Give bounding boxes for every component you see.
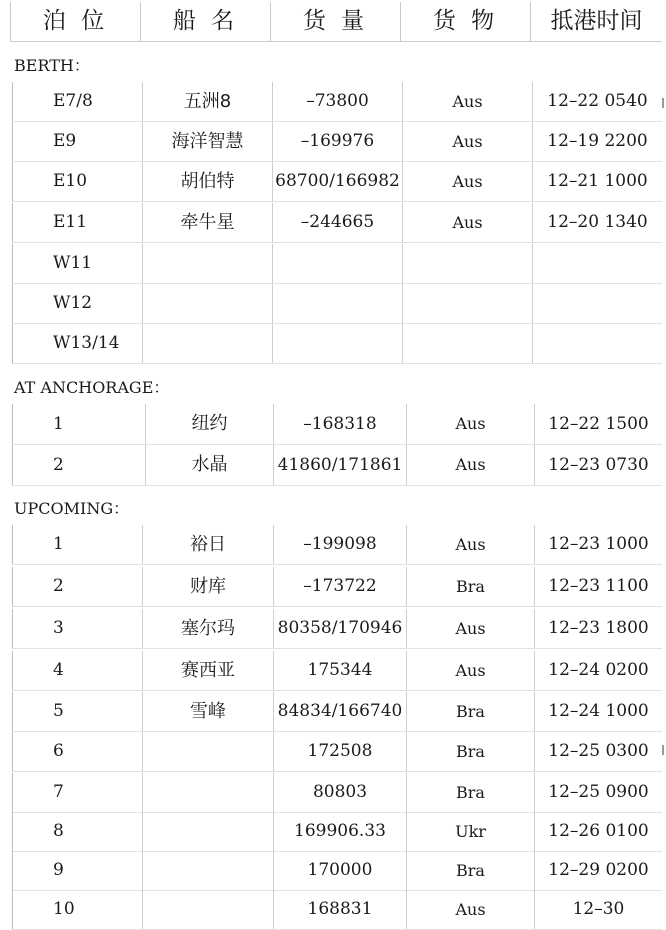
cargo-cell: Aus: [402, 122, 532, 162]
eta-cell: [532, 244, 662, 284]
berth-header: 泊 位: [10, 2, 140, 42]
berth-cell: 5: [12, 692, 142, 732]
quantity-cell: 41860/171861: [273, 445, 406, 486]
berth-cell: 1: [12, 404, 145, 445]
cargo-cell: Aus: [406, 609, 534, 649]
berth-cell: W13/14: [12, 324, 142, 364]
quantity-cell: 172508: [273, 732, 406, 772]
berth-cell: 7: [12, 773, 142, 813]
eta-cell: 12–23 1100: [534, 567, 662, 607]
edge-tick-mark: [662, 745, 664, 755]
berth-cell: 1: [12, 525, 142, 565]
eta-cell: 12–23 1000: [534, 525, 662, 565]
quantity-cell: 170000: [273, 851, 406, 891]
eta-cell: 12–26 0100: [534, 812, 662, 852]
eta-cell: [532, 324, 662, 364]
ship-name-cell: 雪峰: [142, 692, 273, 732]
ship-name-cell: [142, 812, 273, 852]
berth-cell: E7/8: [12, 82, 142, 122]
cargo-cell: Bra: [406, 567, 534, 607]
berth-cell: E9: [12, 122, 142, 162]
berth-cell: 6: [12, 732, 142, 772]
quantity-cell: 169906.33: [273, 812, 406, 852]
eta-cell: 12–23 1800: [534, 609, 662, 649]
ship-name-cell: [142, 773, 273, 813]
berth-cell: 8: [12, 812, 142, 852]
quantity-cell: [272, 324, 402, 364]
eta-cell: 12–25 0900: [534, 773, 662, 813]
eta-cell: 12–24 0200: [534, 651, 662, 691]
quantity-cell: 84834/166740: [273, 692, 406, 732]
ship-name-cell: 五洲8: [142, 82, 272, 122]
quantity-cell: –244665: [272, 203, 402, 243]
cargo-cell: Ukr: [406, 812, 534, 852]
quantity-cell: –169976: [272, 122, 402, 162]
cargo-cell: Aus: [406, 651, 534, 691]
cargo-cell: [402, 284, 532, 324]
eta-cell: 12–19 2200: [532, 122, 662, 162]
ship-name-cell: [142, 890, 273, 930]
cargo-cell: Aus: [402, 162, 532, 202]
cargo-cell: Aus: [402, 203, 532, 243]
berth-cell: W11: [12, 244, 142, 284]
eta-cell: 12–20 1340: [532, 203, 662, 243]
cargo-cell: [402, 324, 532, 364]
upcoming-section-title: UPCOMING：: [14, 499, 130, 518]
eta-cell: [532, 284, 662, 324]
eta-cell: 12–23 0730: [534, 445, 662, 486]
cargo-header: 货 物: [400, 2, 530, 42]
quantity-cell: [272, 284, 402, 324]
berth-cell: 10: [12, 890, 142, 930]
ship-name-cell: 纽约: [145, 404, 273, 445]
eta-cell: 12–25 0300: [534, 732, 662, 772]
berth-cell: E11: [12, 203, 142, 243]
berth-cell: W12: [12, 284, 142, 324]
edge-tick-mark: [662, 98, 664, 108]
ship-name-cell: [142, 324, 272, 364]
cargo-cell: [402, 244, 532, 284]
berth-cell: 2: [12, 567, 142, 607]
ship-name-cell: 胡伯特: [142, 162, 272, 202]
berth-cell: 9: [12, 851, 142, 891]
ship-name-cell: [142, 284, 272, 324]
eta-cell: 12–24 1000: [534, 692, 662, 732]
eta-header: 抵港时间: [530, 2, 662, 42]
cargo-cell: Aus: [402, 82, 532, 122]
cargo-cell: Aus: [406, 404, 534, 445]
quantity-cell: –199098: [273, 525, 406, 565]
ship-name-cell: [142, 244, 272, 284]
berth-section-title: BERTH：: [14, 56, 90, 75]
quantity-cell: –168318: [273, 404, 406, 445]
cargo-cell: Bra: [406, 773, 534, 813]
eta-cell: 12–29 0200: [534, 851, 662, 891]
ship-name-cell: [142, 851, 273, 891]
ship-name-header: 船 名: [140, 2, 270, 42]
ship-name-cell: 塞尔玛: [142, 609, 273, 649]
quantity-cell: –173722: [273, 567, 406, 607]
ship-name-cell: 海洋智慧: [142, 122, 272, 162]
quantity-cell: 80803: [273, 773, 406, 813]
anchorage-section-title: AT ANCHORAGE：: [14, 378, 170, 397]
eta-cell: 12–30: [534, 890, 662, 930]
ship-name-cell: 赛西亚: [142, 651, 273, 691]
cargo-cell: Aus: [406, 445, 534, 486]
quantity-cell: 68700/166982: [272, 162, 402, 202]
cargo-cell: Bra: [406, 692, 534, 732]
eta-cell: 12–22 0540: [532, 82, 662, 122]
ship-name-cell: 裕日: [142, 525, 273, 565]
berth-cell: 2: [12, 445, 145, 486]
ship-name-cell: 水晶: [145, 445, 273, 486]
quantity-cell: 168831: [273, 890, 406, 930]
cargo-cell: Aus: [406, 890, 534, 930]
eta-cell: 12–21 1000: [532, 162, 662, 202]
quantity-cell: [272, 244, 402, 284]
ship-name-cell: [142, 732, 273, 772]
eta-cell: 12–22 1500: [534, 404, 662, 445]
berth-cell: E10: [12, 162, 142, 202]
cargo-cell: Aus: [406, 525, 534, 565]
ship-name-cell: 牵牛星: [142, 203, 272, 243]
quantity-cell: 175344: [273, 651, 406, 691]
quantity-header: 货 量: [270, 2, 400, 42]
cargo-cell: Bra: [406, 732, 534, 772]
quantity-cell: –73800: [272, 82, 402, 122]
cargo-cell: Bra: [406, 851, 534, 891]
quantity-cell: 80358/170946: [273, 609, 406, 649]
berth-cell: 4: [12, 651, 142, 691]
ship-name-cell: 财库: [142, 567, 273, 607]
berth-cell: 3: [12, 609, 142, 649]
